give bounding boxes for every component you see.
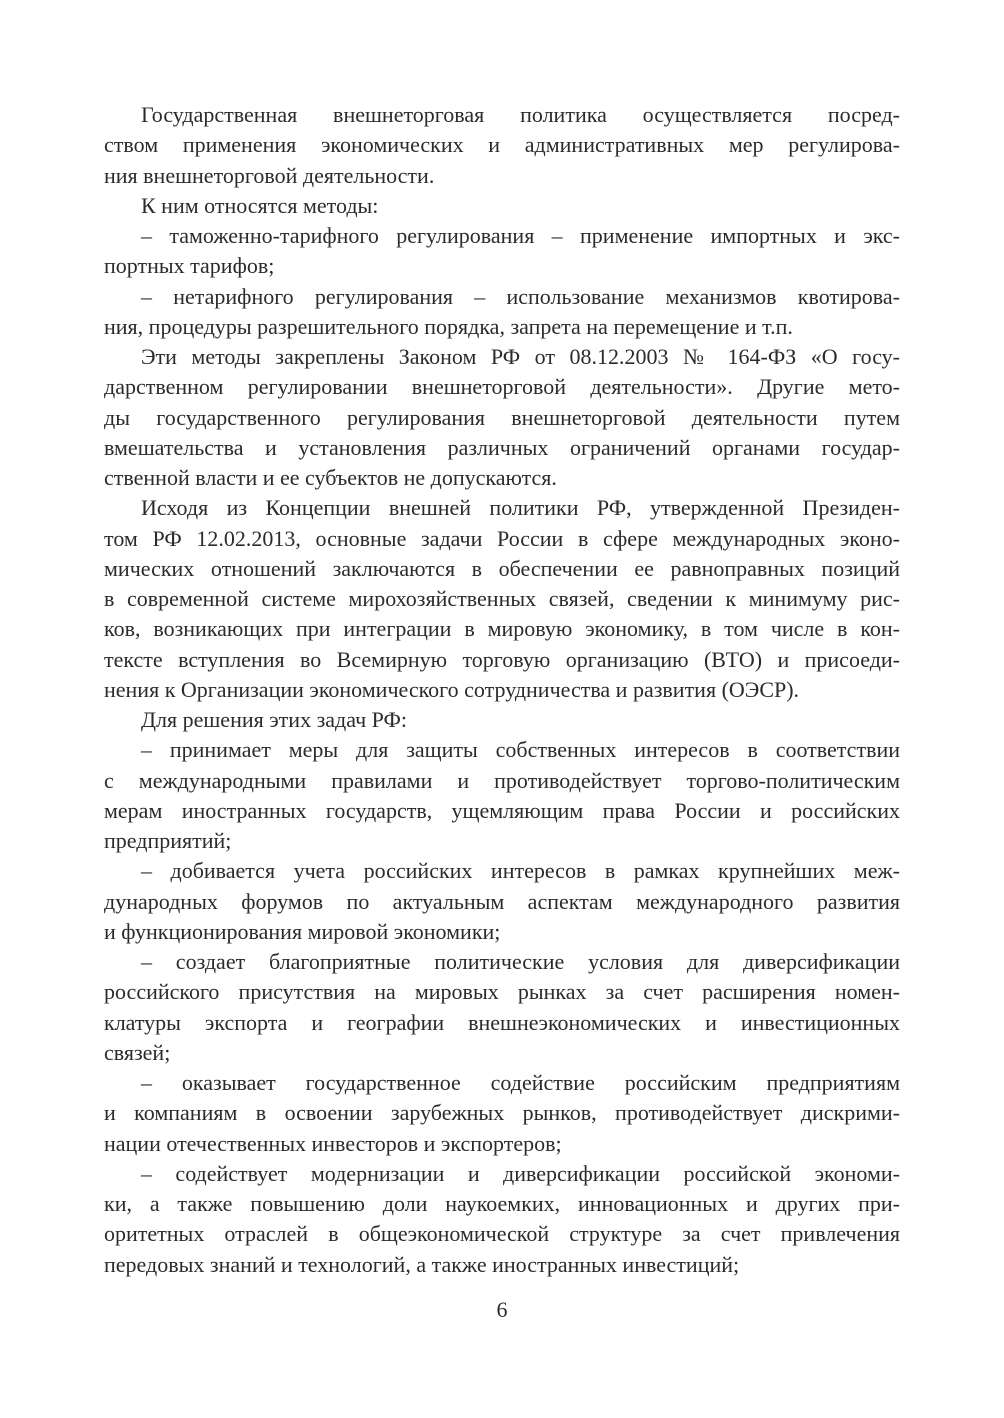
text-line: нения к Организации экономического сотрудничества и развития (ОЭСР). [104, 676, 800, 702]
paragraph-concept-tasks [104, 493, 900, 705]
text-line: тексте вступления во Всемирную торговую организацию (ВТО) и присоеди- [104, 646, 900, 672]
text-line: в современной системе мирохозяйственных связей, сведении к минимуму рис- [104, 586, 900, 611]
text-line: Для решения этих задач РФ: [141, 707, 408, 732]
paragraph-task-diversification [104, 947, 900, 1068]
text-line: – добивается учета российских интересов в рамках крупнейших меж- [141, 858, 900, 884]
text-line: Исходя из Концепции внешней политики РФ, утвержденной Президен- [141, 495, 900, 521]
text-line: связей; [104, 1039, 171, 1065]
text-line: – принимает меры для защиты собственных интересов в соответствии [141, 737, 900, 763]
text-line: ки, а также повышению доли наукоемких, инновационных и других при- [104, 1191, 900, 1216]
paragraph-tasks-intro [104, 705, 900, 735]
text-line: мических отношений заключаются в обеспечении ее равноправных позиций [104, 555, 900, 581]
text-line: и функционирования мировой экономики; [104, 918, 501, 944]
text-line: – оказывает государственное содействие российским предприятиям [141, 1070, 900, 1095]
text-line: с международными правилами и противодействует торгово-политическим [104, 767, 900, 793]
paragraph-method-nontariff [104, 282, 900, 343]
text-line: ственной власти и ее субъектов не допускаются. [104, 465, 557, 490]
text-line: портных тарифов; [104, 253, 275, 279]
text-line: дарственном регулировании внешнеторговой деятельности». Другие мето- [104, 374, 900, 400]
paragraph-task-protect-interests [104, 735, 900, 856]
page-number: 6 [496, 1297, 508, 1322]
text-line: клатуры экспорта и географии внешнеэкономических и инвестиционных [104, 1009, 900, 1035]
text-line: ством применения экономических и административных мер регулирова- [104, 132, 900, 158]
text-line: К ним относятся методы: [141, 192, 379, 218]
text-line: – создает благоприятные политические условия для диверсификации [141, 949, 900, 974]
text-line: – таможенно-тарифного регулирования – применение импортных и экс- [141, 223, 900, 248]
paragraph-policy-intro [104, 100, 900, 191]
text-line: – содействует модернизации и диверсификации российской экономи- [141, 1160, 900, 1186]
paragraph-task-modernization [104, 1159, 900, 1280]
text-line: том РФ 12.02.2013, основные задачи России в сфере международных эконо- [104, 525, 900, 551]
text-line: дународных форумов по актуальным аспектам международного развития [104, 888, 900, 914]
text-line: нации отечественных инвесторов и экспортеров; [104, 1130, 562, 1156]
text-line: российского присутствия на мировых рынках за счет расширения номен- [104, 979, 900, 1005]
paragraph-methods-intro [104, 191, 900, 221]
text-line: передовых знаний и технологий, а также иностранных инвестиций; [104, 1251, 740, 1277]
text-line: вмешательства и установления различных ограничений органами государ- [104, 434, 900, 460]
text-line: ков, возникающих при интеграции в мировую экономику, в том числе в кон- [104, 616, 900, 642]
body-text [104, 100, 900, 1280]
text-line: – нетарифного регулирования – использование механизмов квотирова- [141, 283, 900, 309]
text-line: предприятий; [104, 828, 232, 853]
text-line: Эти методы закреплены Законом РФ от 08.12.2003 № 164-ФЗ «О госу- [141, 344, 900, 369]
text-line: ния внешнеторговой деятельности. [104, 162, 435, 188]
paragraph-task-state-support [104, 1068, 900, 1159]
text-line: мерам иностранных государств, ущемляющим права России и российских [104, 797, 900, 823]
text-line: ды государственного регулирования внешнеторговой деятельности путем [104, 404, 900, 430]
paragraph-method-tariff [104, 221, 900, 282]
text-line: Государственная внешнеторговая политика осуществляется посред- [141, 102, 900, 127]
text-line: оритетных отраслей в общеэкономической структуре за счет привлечения [104, 1221, 900, 1247]
paragraph-law-reference [104, 342, 900, 493]
text-line: и компаниям в освоении зарубежных рынков, противодействует дискрими- [104, 1100, 900, 1126]
paragraph-task-forums [104, 856, 900, 947]
text-line: ния, процедуры разрешительного порядка, запрета на перемещение и т.п. [104, 313, 793, 339]
